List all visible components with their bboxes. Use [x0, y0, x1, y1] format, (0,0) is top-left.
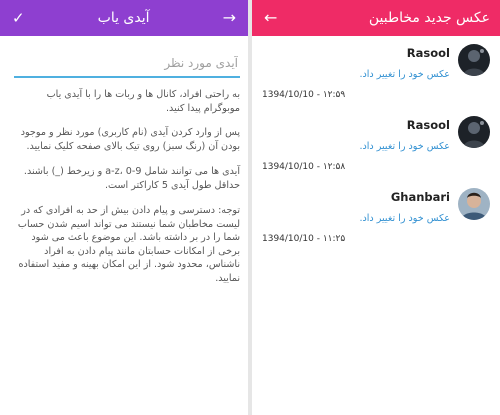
dark-silhouette-icon [458, 44, 490, 76]
avatar[interactable] [458, 188, 490, 220]
arrow-left-icon[interactable]: ← [264, 8, 278, 27]
help-paragraph: آیدی ها می توانند شامل a-z، 0-9 و زیرخط (_) باشند. حداقل طول آیدی 5 کاراکتر است. [23, 166, 240, 191]
id-finder-toolbar [0, 0, 248, 36]
timestamp: 1394/10/10 - ۱۱:۲۵ [262, 234, 346, 244]
contact-action: عکس خود را تغییر داد. [359, 69, 450, 80]
arrow-right-icon[interactable]: → [222, 8, 236, 27]
check-icon[interactable]: ✓ [12, 8, 25, 27]
avatar[interactable] [458, 44, 490, 76]
id-search-input[interactable] [14, 50, 240, 76]
list-item[interactable] [252, 116, 500, 186]
avatar[interactable] [458, 116, 490, 148]
help-text [14, 88, 240, 297]
list-item[interactable] [252, 44, 500, 114]
id-finder-title: آیدی یاب [97, 10, 150, 26]
help-paragraph: پس از وارد کردن آیدی (نام کاربری) مورد نظر و موجود بودن آن (رنگ سبز) روی تیک بالای صفحه کلیک نمایید. [20, 127, 240, 152]
contact-action: عکس خود را تغییر داد. [359, 141, 450, 152]
dark-silhouette-icon [458, 116, 490, 148]
help-paragraph: توجه: دسترسی و پیام دادن بیش از حد به افرادی که در لیست مخاطبان شما نیستند می تواند اسیم شدن حساب شما را در بر داشته باشد. این موضوع باعث می شود برخی از امکانات حسابتان مانند پیام دادن به افراد ناشناس، محدود شود. از این امکان بهینه و مفید استفاده نمایید. [17, 205, 240, 284]
contact-name: Ghanbari [390, 190, 450, 204]
contact-action: عکس خود را تغییر داد. [359, 213, 450, 224]
id-finder-panel [0, 0, 248, 415]
timestamp: 1394/10/10 - ۱۲:۵۹ [262, 90, 346, 100]
contact-name: Rasool [406, 46, 450, 60]
contact-photos-toolbar [252, 0, 500, 36]
id-search-field[interactable] [14, 50, 240, 78]
contact-photos-title: عکس جدید مخاطبین [368, 10, 490, 26]
person-photo-icon [458, 188, 490, 220]
contact-photos-panel [252, 0, 500, 415]
help-paragraph: به راحتی افراد، کانال ها و ربات ها را با آیدی یاب موبوگرام پیدا کنید. [46, 89, 240, 114]
list-item[interactable] [252, 188, 500, 258]
timestamp: 1394/10/10 - ۱۲:۵۸ [262, 162, 346, 172]
contact-name: Rasool [406, 118, 450, 132]
